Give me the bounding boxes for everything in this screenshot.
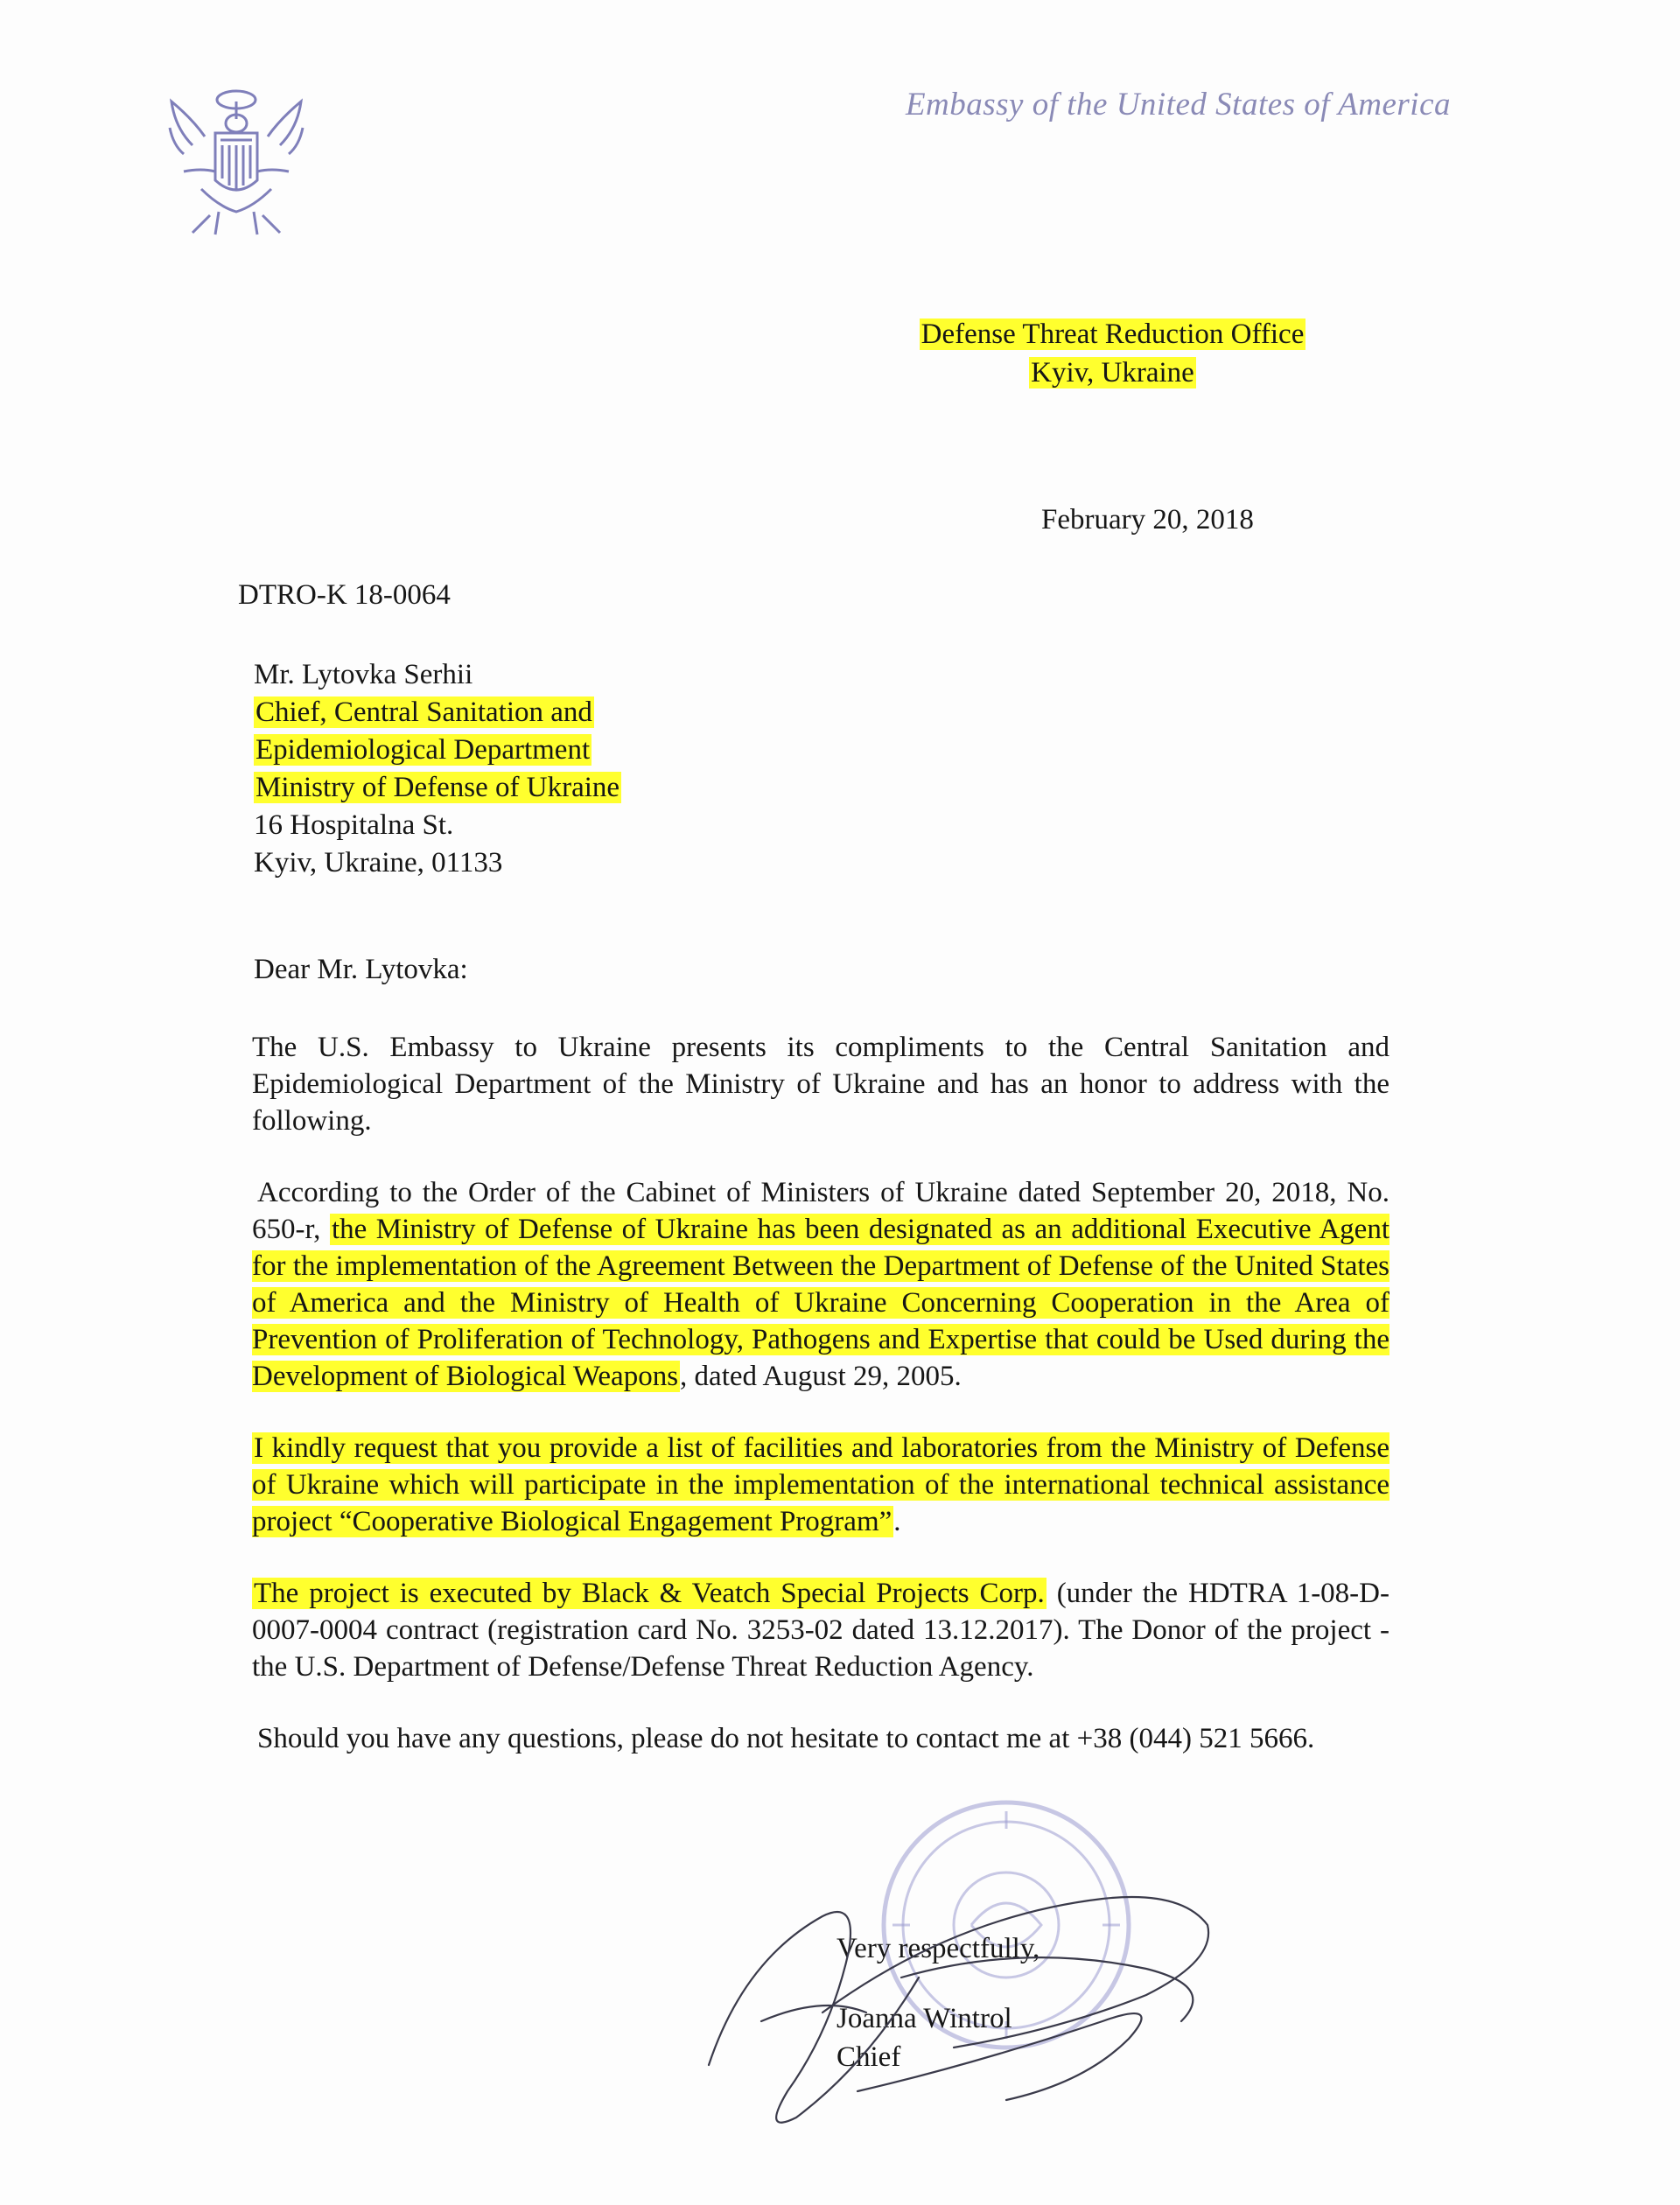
recipient-title-line1: Chief, Central Sanitation and bbox=[256, 696, 592, 728]
recipient-street: 16 Hospitalna St. bbox=[254, 809, 454, 841]
paragraph-5: Should you have any questions, please do not hesitate to contact me at +38 (044) 521 5666. bbox=[257, 1723, 1315, 1754]
paragraph-3 bbox=[252, 1430, 1390, 1540]
letter-body bbox=[252, 1029, 1390, 1792]
letter-date: February 20, 2018 bbox=[1041, 504, 1254, 536]
paragraph-4-highlight: The project is executed by Black & Veatch Special Projects Corp. bbox=[254, 1578, 1045, 1609]
recipient-name: Mr. Lytovka Serhii bbox=[254, 659, 473, 690]
signer-title: Chief bbox=[836, 2041, 901, 2073]
us-eagle-seal-icon bbox=[166, 84, 306, 240]
recipient-title-line2: Epidemiological Department bbox=[256, 734, 591, 766]
recipient-address bbox=[254, 656, 621, 882]
paragraph-1: The U.S. Embassy to Ukraine presents its compliments to the Central Sanitation and Epidemiological Department of the Ministry of Ukraine and has an honor to address with the following. bbox=[252, 1032, 1390, 1137]
paragraph-2 bbox=[252, 1174, 1390, 1395]
signer-name: Joanna Wintrol bbox=[836, 2003, 1012, 2034]
closing-block bbox=[836, 1929, 1040, 2076]
paragraph-4-rest: (under the HDTRA 1-08-D-0007-0004 contract (registration card No. 3253-02 dated 13.12.2017). The Donor of the project - the U.S. Department of Defense/Defense Threat Reduction Agency. bbox=[252, 1578, 1390, 1683]
paragraph-3-highlight: I kindly request that you provide a list of facilities and laboratories from the Ministry of Defense of Ukraine which will participate in the implementation of the international technical assistance project “Cooperative Biological Engagement Program” bbox=[252, 1432, 1390, 1537]
office-location: Kyiv, Ukraine bbox=[1031, 357, 1194, 388]
office-name: Defense Threat Reduction Office bbox=[920, 318, 1305, 350]
paragraph-3-end: . bbox=[893, 1506, 901, 1537]
recipient-organization: Ministry of Defense of Ukraine bbox=[256, 772, 620, 803]
sender-office bbox=[896, 315, 1329, 392]
recipient-city: Kyiv, Ukraine, 01133 bbox=[254, 847, 503, 878]
salutation: Dear Mr. Lytovka: bbox=[254, 954, 468, 985]
letterhead-embassy: Embassy of the United States of America bbox=[905, 87, 1451, 122]
paragraph-2-highlight: the Ministry of Defense of Ukraine has been designated as an additional Executive Agent for the implementation of the Agreement Between the Department of Defense of the United States of America and the Ministry of Health of Ukraine Concerning Cooperation in the Area of Prevention of Proliferation of Technology, Pathogens and Expertise that could be Used during the Development of Biological Weapons bbox=[252, 1214, 1390, 1392]
paragraph-2-end: , dated August 29, 2005. bbox=[680, 1361, 962, 1392]
complimentary-close: Very respectfully, bbox=[836, 1933, 1040, 1964]
reference-number: DTRO-K 18-0064 bbox=[238, 579, 451, 611]
paragraph-2-intro: According to the Order of the Cabinet of Ministers of Ukraine dated September 20, 2018, No. 650-r, bbox=[252, 1177, 1390, 1245]
paragraph-4 bbox=[252, 1575, 1390, 1685]
